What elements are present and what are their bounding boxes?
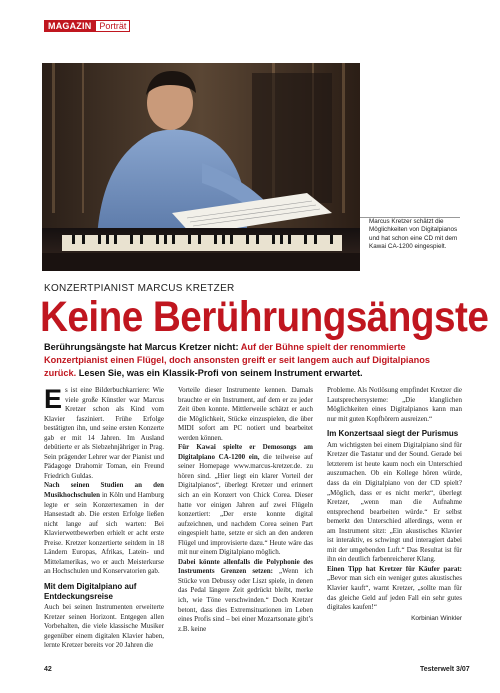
paragraph: [178, 386, 313, 443]
drop-cap: E: [44, 384, 63, 414]
paragraph-text: Auch bei seinen Instrumenten erweiterte Kretzer seinen Horizont. Entgegen allen Vorbehalten, die viele klassische Musiker gegenüber einem digitalen Klavier haben, lernte Kretzer bereits vor 20 Jahren die: [44, 603, 164, 650]
paragraph-lead-in: Dabei könnte allenfalls die Polyphonie des Instruments Grenzen setzen:: [178, 557, 313, 576]
paragraph-text: „Wenn ich Stücke von Debussy oder Liszt spiele, in denen das Pedal längere Zeit gedrückt bleibt, merke ich, wie Töne verschwinden.“ Doch Kretzer betont, dass dies Extremsituationen im Leben eines Profis sind – bei einer Mozartsonate gibt’s z.B. keine: [178, 567, 313, 633]
article-column-1: [44, 386, 164, 651]
article-column-3: [327, 386, 462, 623]
magazine-label: MAGAZIN: [44, 20, 95, 32]
lead-part-1: Berührungsängste hat Marcus Kretzer nicht:: [44, 342, 241, 352]
paragraph: [178, 443, 313, 558]
paragraph-lead-in: Einen Tipp hat Kretzer für Käufer parat:: [327, 564, 462, 573]
pianist-photo-illustration: [42, 63, 360, 271]
paragraph-text: in Köln und Hamburg legte er sein Konzertexamen in der Hansestadt ab. Die ersten Erfolge ließen nicht lange auf sich warten: Bei Klavierwettbewerben erhielt er acht erste Preise. Kretzer konzertierte seitdem in 18 Ländern Europas, Afrikas, Latein- und Mittelamerikas, wo er auch Meisterkurse an Hochschulen und Konservatorien gab.: [44, 491, 164, 576]
paragraph: [178, 558, 313, 634]
article-column-2: [178, 386, 313, 634]
paragraph: [44, 386, 164, 481]
subheading: Mit dem Digitalpiano auf Entdeckungsreise: [44, 581, 137, 601]
lead-part-3: Lesen Sie, was ein Klassik-Profi von seinem Instrument erwartet.: [76, 368, 363, 379]
section-label: Porträt: [95, 20, 130, 32]
paragraph-text: s ist eine Bilderbuchkarriere: Wie viele große Künstler war Marcus Kretzer schon als Kind vom Klavier fasziniert. Frühe Erfolge bestätigten ihn, und seine ersten Konzerte gab er mit 14 Jahren. Im Ausland debütierte er als Siebzehnjähriger in Prag. Sein prägender Lehrer war der Pianist und Pädagoge Drahomir Toman, ein Freund Friedrich Guldas.: [44, 386, 164, 480]
paragraph: [44, 603, 164, 651]
paragraph: [327, 565, 462, 613]
paragraph: [327, 386, 462, 424]
section-header: [44, 20, 130, 32]
subheading: Im Konzertsaal siegt der Purismus: [327, 429, 459, 439]
article-lead: [44, 341, 456, 381]
article-title: Keine Berührungsängste: [40, 293, 489, 341]
paragraph: [44, 481, 164, 576]
article-photo: [42, 63, 360, 271]
paragraph-text: die teilweise auf seiner Homepage www.marcus-kretzer.de. zu hören sind. „Hier liegt ein klarer Vorteil der Digitalpianos“, überlegt Kretzer und erinnert sich an ein Konzert von Chick Corea. Dieser hatte vor einigen Jahren auf zwei Flügeln konzertiert: „Der erste konnte digital aufzeichnen, und nachdem Corea seinen Part eingespielt hatte, setzte er sich an den anderen Flügel und improvisierte dazu.“ Heute wäre das mit nur einem Digitalpiano möglich.: [178, 452, 314, 557]
lead-part-2: Auf der Bühne spielt der renommierte Konzertpianist einen Flügel, doch ansonsten greift er seit langem auch auf Digitalpianos zurück.: [44, 342, 430, 379]
paragraph-lead-in: Für Kawai spielte er Demosongs am Digitalpiano CA-1200 ein,: [178, 443, 313, 461]
paragraph-text: Am wichtigsten bei einem Digitalpiano sind für Kretzer die Tastatur und der Sound. Gerade bei letzterem ist heute kaum noch ein Unterschied auszumachen. Ob ein Kollege hören würde, dass da ein Digitalpiano von der CD spielt? „Möglich, dass er es nicht merkt“, überlegt Kretzer, „wenn man die Aufnahme entsprechend bearbeiten würde.“ Er selbst bemerkt den Unterschied allerdings, wenn er am Instrument sitzt: „Ein akustisches Klavier ist interaktiv, es schwingt und interagiert dabei mit der umgebenden Luft.“ Das Resultat ist für ihn ein deutlich farbenreicherer Klang.: [327, 440, 462, 564]
paragraph-text: Probleme. Als Notlösung empfindet Kretzer die Lautsprechersysteme: „Die klanglichen Möglichkeiten eines Digitalpianos kann man nur mit guten Kopfhörern ausreizen.“: [327, 386, 462, 423]
page-number: 42: [44, 666, 52, 673]
paragraph-lead-in: Nach seinen Studien an den Musikhochschulen: [44, 481, 164, 500]
article-author: Korbinian Winkler: [411, 614, 462, 622]
photo-caption: Marcus Kretzer schätzt die Möglichkeiten von Digitalpianos und hat schon eine CD mit dem Kawai CA-1200 eingespielt.: [369, 218, 458, 251]
paragraph: [327, 441, 462, 565]
article-kicker: KONZERTPIANIST MARCUS KRETZER: [44, 283, 235, 294]
paragraph-text: Vorteile dieser Instrumente kennen. Damals brauchte er ein Instrument, auf dem er zu jeder Zeit üben konnte. Mittlerweile schätzt er auch die Möglichkeit, Stücke einzuspielen, die über MIDI sofort am PC notiert und bearbeitet werden können.: [178, 386, 313, 442]
paragraph-text: „Bevor man sich ein weniger gutes akustisches Klavier kauft“, warnt Kretzer, „sollte man für das gleiche Geld auf jeden Fall ein sehr gutes digitales kaufen!“: [327, 574, 462, 612]
issue-label: Testerwelt 3/07: [420, 666, 470, 673]
